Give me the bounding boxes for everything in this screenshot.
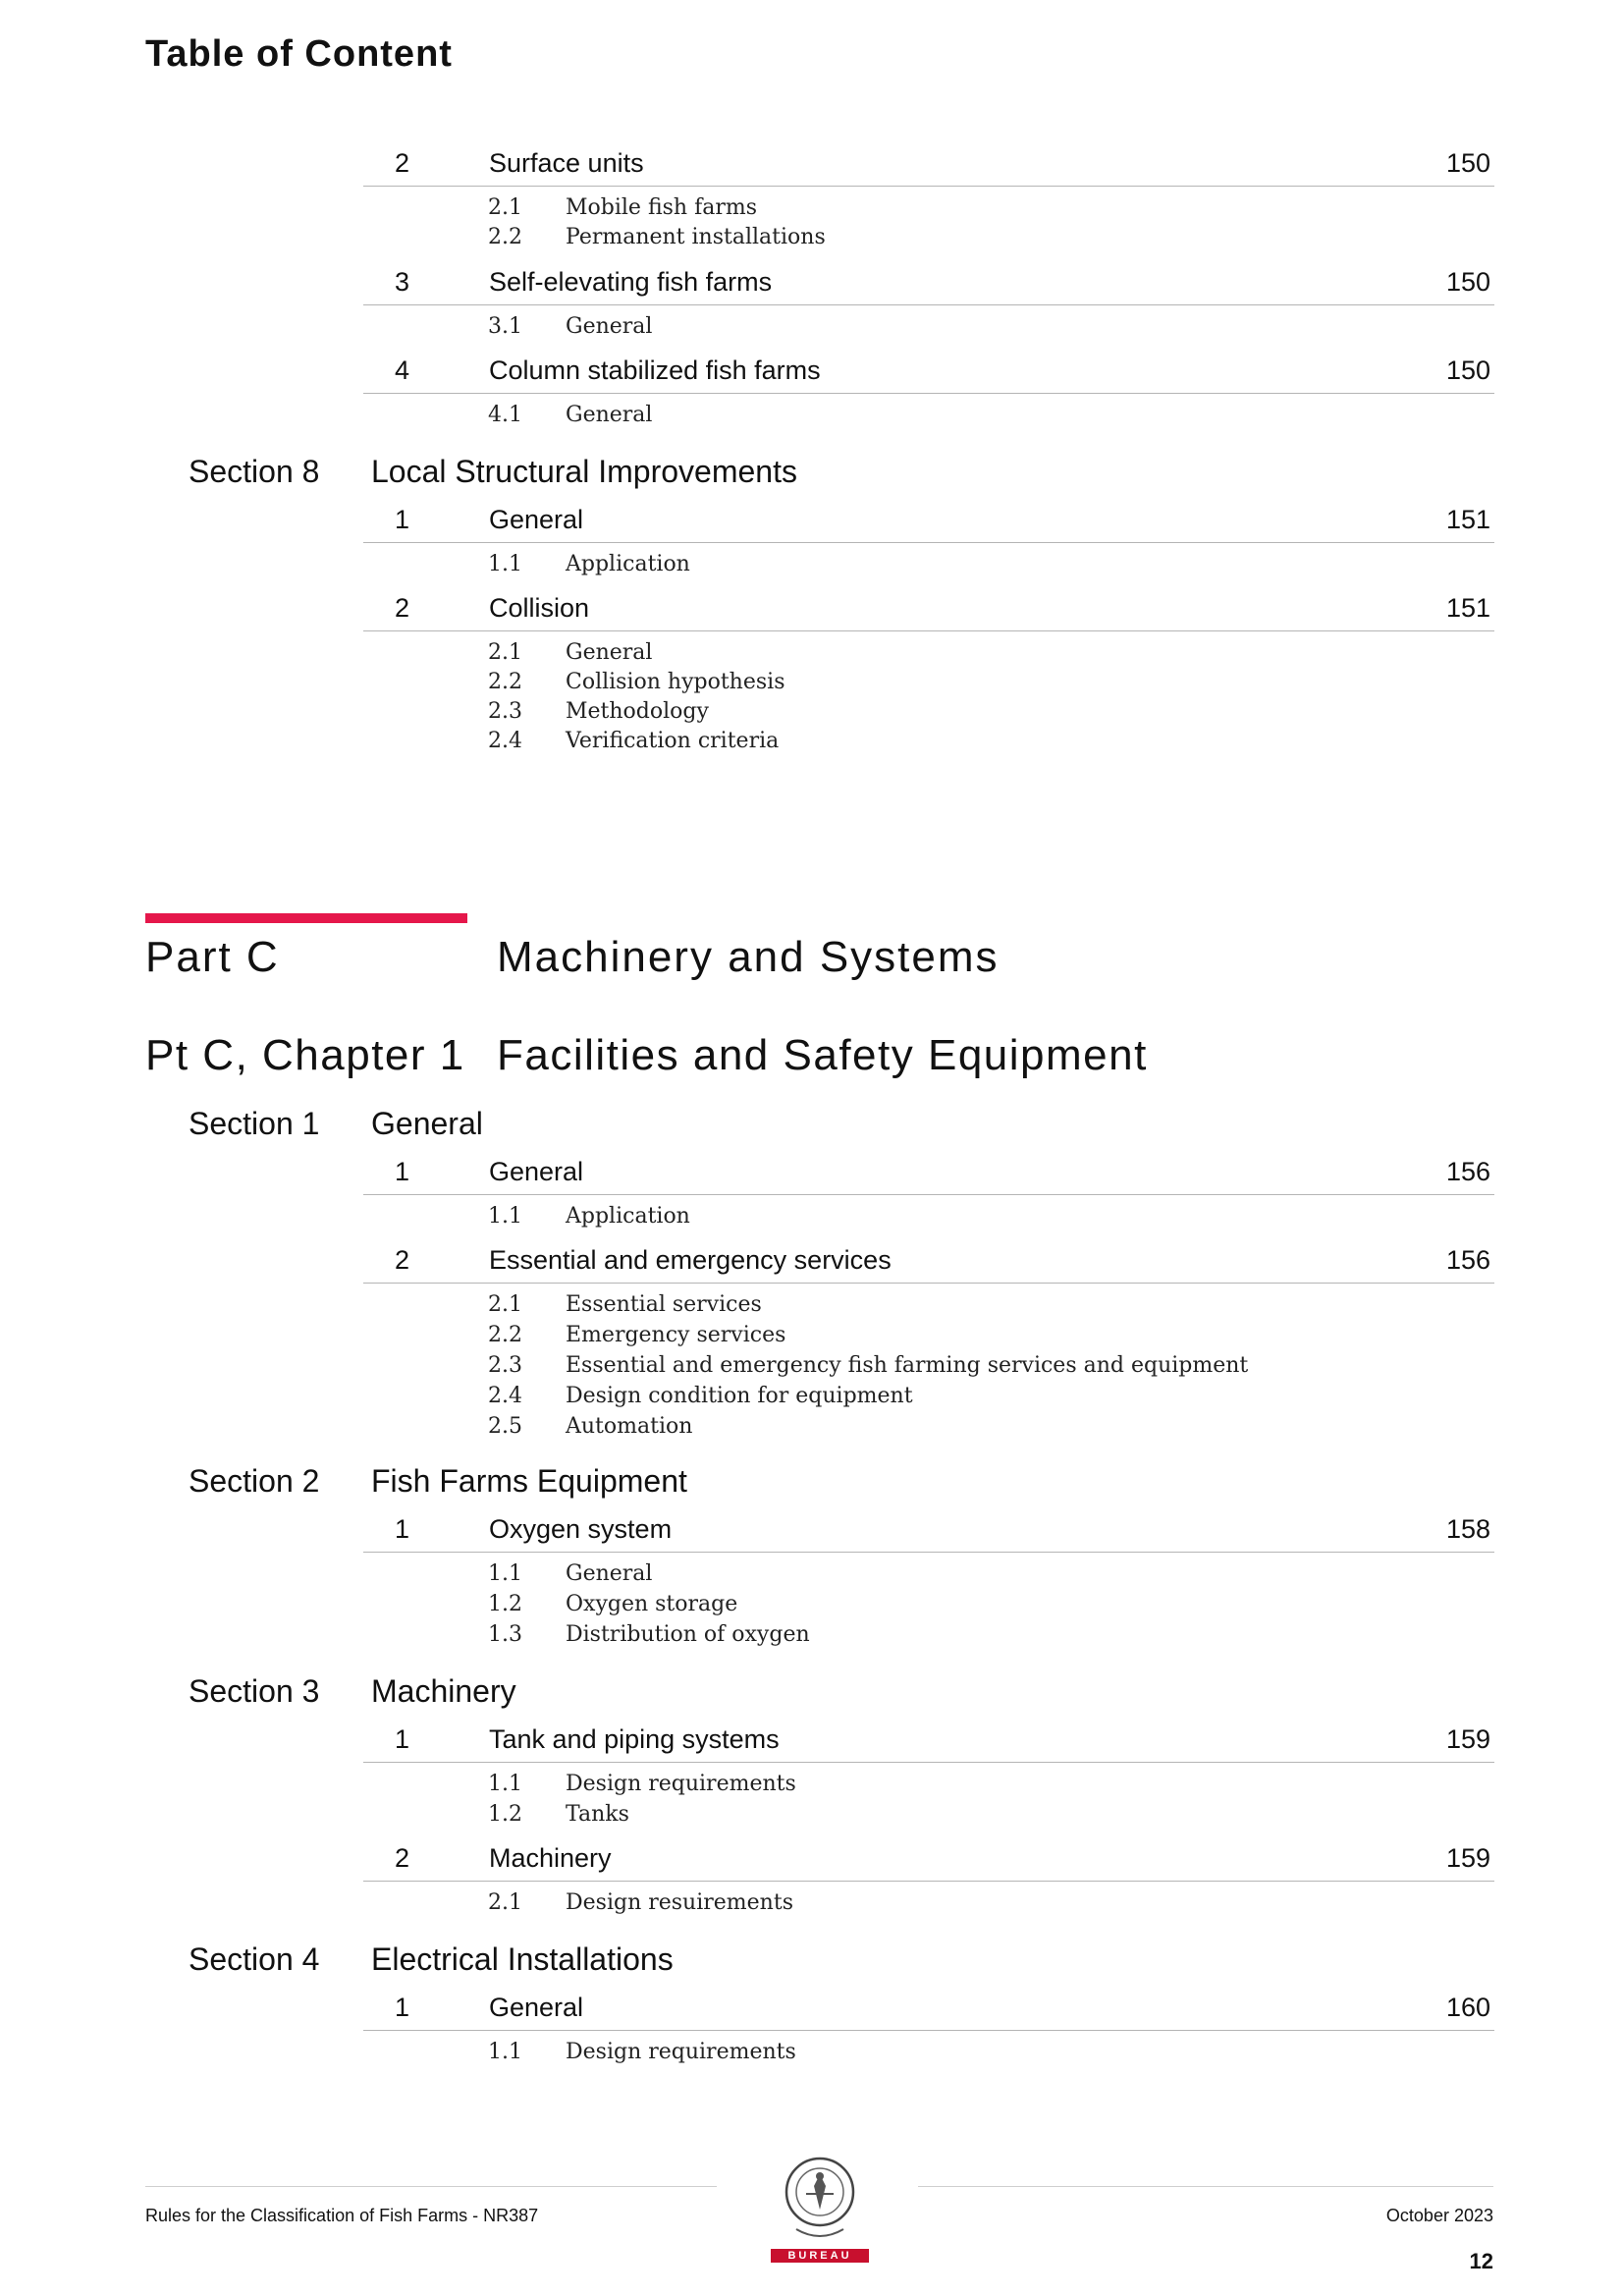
footer-page-number: 12 [1469,2249,1493,2273]
article-title[interactable]: General [489,505,584,534]
divider [363,1881,1494,1882]
divider [363,1552,1494,1553]
sub-article-number: 1.1 [488,1561,522,1586]
page-number[interactable]: 150 [1445,355,1490,385]
article-number: 2 [395,148,410,178]
divider [363,2030,1494,2031]
article-number: 1 [395,1514,410,1544]
bureau-veritas-logo [771,2153,869,2280]
article-number: 1 [395,505,410,534]
sub-article-title[interactable]: Verification criteria [566,729,780,753]
part-label: Part C [145,933,280,981]
sub-article-number: 2.2 [488,670,522,694]
part-accent-bar [145,913,467,923]
page-number[interactable]: 160 [1445,1993,1490,2022]
chapter-label: Pt C, Chapter 1 [145,1031,465,1079]
sub-article-number: 1.2 [488,1592,522,1616]
sub-article-title[interactable]: Design requirements [566,2040,796,2064]
sub-article-number: 2.1 [488,1890,522,1915]
sub-article-number: 2.5 [488,1414,522,1439]
sub-article-number: 1.1 [488,1204,522,1229]
article-title[interactable]: Self-elevating fish farms [489,267,773,297]
page-number[interactable]: 150 [1445,267,1490,297]
sub-article-number: 1.1 [488,2040,522,2064]
section-title[interactable]: Local Structural Improvements [371,454,797,489]
article-title[interactable]: Column stabilized fish farms [489,355,821,385]
divider [363,1283,1494,1284]
sub-article-number: 2.2 [488,1323,522,1347]
footer-rule-left [145,2186,717,2187]
sub-article-number: 2.2 [488,225,522,249]
article-number: 1 [395,1993,410,2022]
sub-article-number: 1.2 [488,1802,522,1827]
article-title[interactable]: Oxygen system [489,1514,673,1544]
section-label: Section 4 [189,1941,320,1977]
sub-article-title[interactable]: Application [566,552,690,576]
divider [363,630,1494,631]
chapter-title[interactable]: Facilities and Safety Equipment [497,1031,1148,1079]
article-title[interactable]: Tank and piping systems [489,1724,780,1754]
page-number[interactable]: 159 [1445,1724,1490,1754]
sub-article-title[interactable]: Essential and emergency fish farming services and equipment [566,1353,1249,1378]
sub-article-number: 2.4 [488,729,522,753]
divider [363,542,1494,543]
sub-article-title[interactable]: Essential services [566,1292,762,1317]
sub-article-title[interactable]: General [566,314,653,339]
section-label: Section 1 [189,1106,320,1141]
section-title[interactable]: Electrical Installations [371,1941,674,1977]
sub-article-number: 1.1 [488,552,522,576]
logo-caption: BUREAU VERITAS [771,2249,869,2263]
sub-article-number: 2.1 [488,640,522,665]
article-title[interactable]: Surface units [489,148,644,178]
part-title[interactable]: Machinery and Systems [497,933,1000,981]
article-number: 4 [395,355,410,385]
page-number[interactable]: 151 [1445,593,1490,623]
divider [363,1762,1494,1763]
sub-article-title[interactable]: Oxygen storage [566,1592,738,1616]
seal-icon [771,2153,869,2263]
sub-article-number: 2.1 [488,1292,522,1317]
sub-article-title[interactable]: Design requirements [566,1772,796,1796]
section-label: Section 8 [189,454,320,489]
section-label: Section 3 [189,1673,320,1709]
sub-article-title[interactable]: General [566,640,653,665]
article-number: 3 [395,267,410,297]
footer-rule-right [918,2186,1493,2187]
footer-date: October 2023 [1385,2206,1493,2225]
sub-article-number: 1.3 [488,1622,522,1647]
page-number[interactable]: 159 [1445,1843,1490,1873]
sub-article-title[interactable]: Mobile fish farms [566,195,757,220]
sub-article-title[interactable]: Permanent installations [566,225,826,249]
section-title[interactable]: General [371,1106,483,1141]
sub-article-title[interactable]: Tanks [566,1802,629,1827]
article-number: 2 [395,1843,410,1873]
sub-article-title[interactable]: General [566,1561,653,1586]
sub-article-title[interactable]: Design resuirements [566,1890,793,1915]
section-label: Section 2 [189,1463,320,1499]
divider [363,393,1494,394]
footer-document-title: Rules for the Classification of Fish Farms - NR387 [145,2206,539,2225]
divider [363,1194,1494,1195]
article-title[interactable]: Essential and emergency services [489,1245,892,1275]
sub-article-title[interactable]: Emergency services [566,1323,786,1347]
divider [363,304,1494,305]
article-number: 2 [395,593,410,623]
page-number[interactable]: 156 [1445,1157,1490,1186]
article-number: 1 [395,1724,410,1754]
sub-article-number: 2.1 [488,195,522,220]
article-title[interactable]: General [489,1157,584,1186]
article-title[interactable]: Machinery [489,1843,612,1873]
sub-article-number: 2.3 [488,699,522,724]
sub-article-title[interactable]: Design condition for equipment [566,1384,913,1408]
sub-article-title[interactable]: Automation [566,1414,693,1439]
page-number[interactable]: 150 [1445,148,1490,178]
divider [363,186,1494,187]
page-number[interactable]: 156 [1445,1245,1490,1275]
page-title: Table of Content [145,33,453,75]
sub-article-number: 2.4 [488,1384,522,1408]
article-number: 2 [395,1245,410,1275]
page-number[interactable]: 158 [1445,1514,1490,1544]
sub-article-title[interactable]: Methodology [566,699,709,724]
sub-article-title[interactable]: Application [566,1204,690,1229]
article-number: 1 [395,1157,410,1186]
article-title[interactable]: General [489,1993,584,2022]
page-number[interactable]: 151 [1445,505,1490,534]
section-title[interactable]: Fish Farms Equipment [371,1463,687,1499]
sub-article-number: 3.1 [488,314,522,339]
article-title[interactable]: Collision [489,593,590,623]
sub-article-title[interactable]: General [566,403,653,427]
sub-article-title[interactable]: Distribution of oxygen [566,1622,810,1647]
sub-article-title[interactable]: Collision hypothesis [566,670,785,694]
sub-article-number: 2.3 [488,1353,522,1378]
sub-article-number: 1.1 [488,1772,522,1796]
section-title[interactable]: Machinery [371,1673,516,1709]
sub-article-number: 4.1 [488,403,522,427]
